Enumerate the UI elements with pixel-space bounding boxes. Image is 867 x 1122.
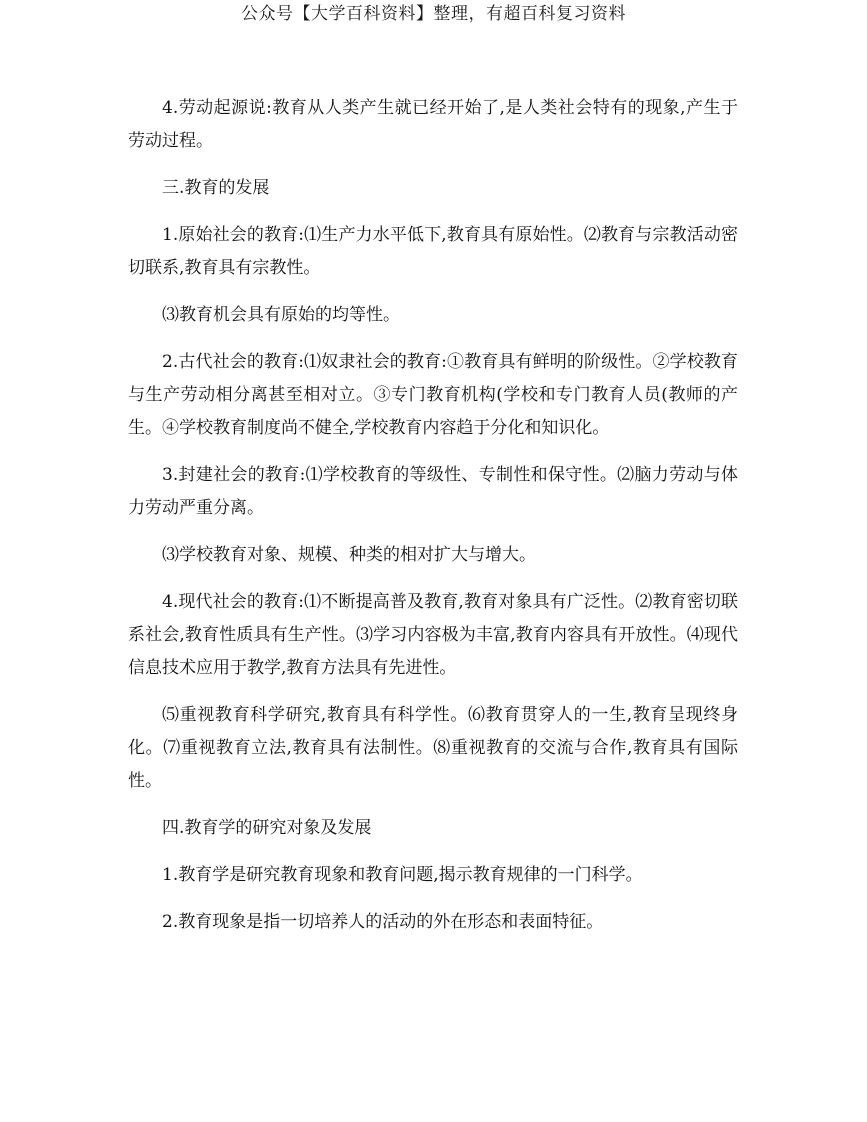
paragraph-primitive-equality: ⑶教育机会具有原始的均等性。 <box>162 305 400 325</box>
paragraph-modern-features: ⑸重视教育科学研究,教育具有科学性。⑹教育贯穿人的一生,教育呈现终身化。⑺重视教育立法,教育具有法制性。⑻重视教育的交流与合作,教育具有国际性。 <box>128 705 738 791</box>
paragraph-modern-society: 4.现代社会的教育:⑴不断提高普及教育,教育对象具有广泛性。⑵教育密切联系社会,教育性质具有生产性。⑶学习内容极为丰富,教育内容具有开放性。⑷现代信息技术应用于教学,教育方法具有先进性。 <box>128 592 738 678</box>
paragraph-labor-origin: 4.劳动起源说:教育从人类产生就已经开始了,是人类社会特有的现象,产生于劳动过程。 <box>128 98 738 151</box>
page-header: 公众号【大学百科资料】整理，有超百科复习资料 <box>241 4 626 24</box>
section-heading-pedagogy-object: 四.教育学的研究对象及发展 <box>162 818 372 838</box>
paragraph-primitive-society: 1.原始社会的教育:⑴生产力水平低下,教育具有原始性。⑵教育与宗教活动密切联系,教育具有宗教性。 <box>128 225 738 278</box>
paragraph-education-phenomenon: 2.教育现象是指一切培养人的活动的外在形态和表面特征。 <box>162 912 604 932</box>
paragraph-feudal-expansion: ⑶学校教育对象、规模、种类的相对扩大与增大。 <box>162 545 536 565</box>
section-heading-education-development: 三.教育的发展 <box>162 178 270 198</box>
document-body <box>128 92 738 953</box>
paragraph-pedagogy-definition: 1.教育学是研究教育现象和教育问题,揭示教育规律的一门科学。 <box>162 865 643 885</box>
paragraph-ancient-society: 2.古代社会的教育:⑴奴隶社会的教育:①教育具有鲜明的阶级性。②学校教育与生产劳动相分离甚至相对立。③专门教育机构(学校和专门教育人员(教师的产生。④学校教育制度尚不健全,学校教育内容趋于分化和知识化。 <box>128 352 738 438</box>
paragraph-feudal-society: 3.封建社会的教育:⑴学校教育的等级性、专制性和保守性。⑵脑力劳动与体力劳动严重分离。 <box>128 465 738 518</box>
